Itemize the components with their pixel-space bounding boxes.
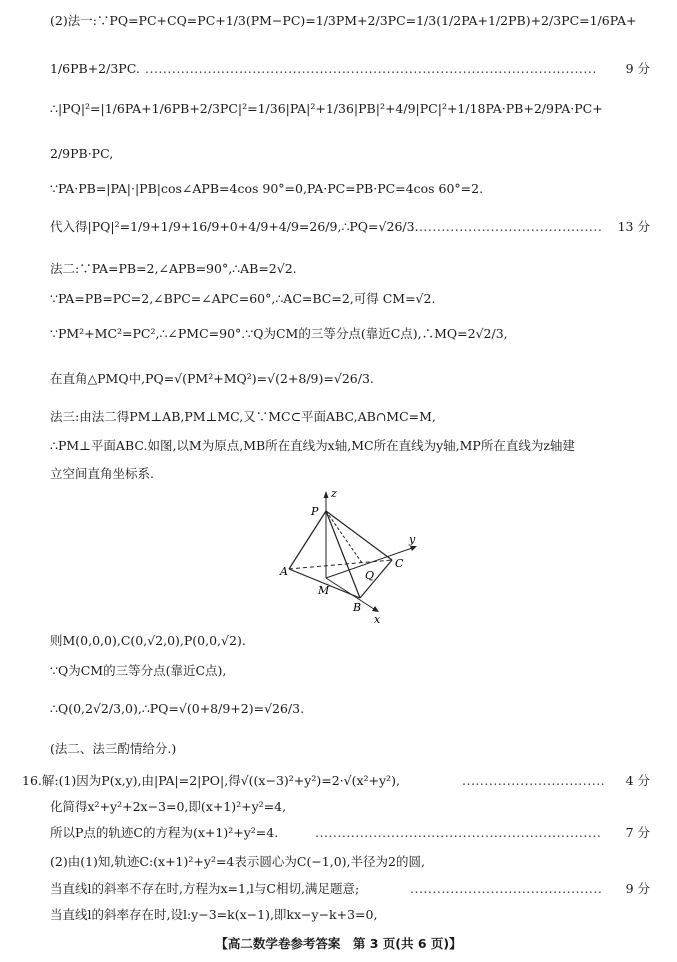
solution-line: 在直角△PMQ中,PQ=√(PM²+MQ²)=√(2+8/9)=√26/3. (50, 371, 374, 386)
solution-line: 法二:∵PA=PB=2,∠APB=90°,∴AB=2√2. (50, 261, 297, 276)
solution-line: ∵PA=PB=PC=2,∠BPC=∠APC=60°,∴AC=BC=2,可得 CM=√2. (50, 291, 436, 306)
label-M: M (318, 584, 330, 597)
solution-line: ∴Q(0,2√2/3,0),∴PQ=√(0+8/9+2)=√26/3. (50, 701, 305, 716)
solution-line: (法二、法三酌情给分.) (50, 741, 177, 756)
score-leader-dots: ........................................... (410, 881, 603, 896)
solution-line: (2)法一:∵PQ=PC+CQ=PC+1/3(PM−PC)=1/3PM+2/3PC=1/3(1/2PA+1/2PB)+2/3PC=1/6PA+ (50, 13, 637, 28)
score-mark: 4 分 (625, 773, 650, 788)
label-B: B (353, 601, 362, 614)
label-x: x (374, 613, 381, 625)
score-leader-dots: ..................................................................................................... (145, 61, 597, 76)
solution-line: 则M(0,0,0),C(0,√2,0),P(0,0,√2). (50, 633, 246, 648)
label-C: C (395, 557, 404, 570)
solution-line: 当直线l的斜率存在时,设l:y−3=k(x−1),即kx−y−k+3=0, (50, 907, 378, 922)
solution-line: 2/9PB·PC, (50, 146, 114, 161)
solution-line: ∴|PQ|²=|1/6PA+1/6PB+2/3PC|²=1/36|PA|²+1/36|PB|²+4/9|PC|²+1/18PA·PB+2/9PA·PC+ (50, 101, 603, 116)
solution-line: ∴PM⊥平面ABC.如图,以M为原点,MB所在直线为x轴,MC所在直线为y轴,MP所在直线为z轴建 (50, 438, 575, 453)
solution-line: ∵PA·PB=|PA|·|PB|cos∠APB=4cos 90°=0,PA·PC=PB·PC=4cos 60°=2. (50, 181, 484, 196)
score-mark: 9 分 (625, 881, 650, 896)
solution-line: 法三:由法二得PM⊥AB,PM⊥MC,又∵MC⊂平面ABC,AB∩MC=M, (50, 409, 436, 424)
score-mark: 13 分 (617, 219, 650, 234)
solution-line: 所以P点的轨迹C的方程为(x+1)²+y²=4. (50, 825, 279, 840)
score-mark: 7 分 (625, 825, 650, 840)
score-mark: 9 分 (625, 61, 650, 76)
score-leader-dots: ........................................... (410, 219, 603, 234)
score-leader-dots: ................................................................ (315, 825, 602, 840)
page-footer: 【高二数学卷参考答案 第 3 页(共 6 页)】 (215, 936, 462, 951)
solution-line: 化简得x²+y²+2x−3=0,即(x+1)²+y²=4, (50, 799, 287, 814)
label-z: z (331, 487, 337, 500)
solution-line: 当直线l的斜率不存在时,方程为x=1,l与C相切,满足题意; (50, 881, 360, 896)
label-A: A (280, 565, 288, 578)
solution-line: ∵Q为CM的三等分点(靠近C点), (50, 663, 227, 678)
label-Q: Q (365, 569, 375, 582)
solution-line: 16.解:(1)因为P(x,y),由|PA|=2|PO|,得√((x−3)²+y²)=2·√(x²+y²), (22, 773, 400, 788)
solution-line: 代入得|PQ|²=1/9+1/9+16/9+0+4/9+4/9=26/9,∴PQ=√26/3. (50, 219, 419, 234)
label-y: y (409, 533, 416, 546)
score-leader-dots: ................................ (462, 773, 606, 788)
solution-line: (2)由(1)知,轨迹C:(x+1)²+y²=4表示圆心为C(−1,0),半径为2的圆, (50, 854, 425, 869)
solution-line: 1/6PB+2/3PC. (50, 61, 140, 76)
solution-line: 立空间直角坐标系. (50, 466, 154, 481)
solution-line: ∵PM²+MC²=PC²,∴∠PMC=90°.∵Q为CM的三等分点(靠近C点),∴MQ=2√2/3, (50, 326, 508, 341)
label-P: P (311, 505, 319, 518)
tetrahedron-figure (255, 485, 425, 625)
